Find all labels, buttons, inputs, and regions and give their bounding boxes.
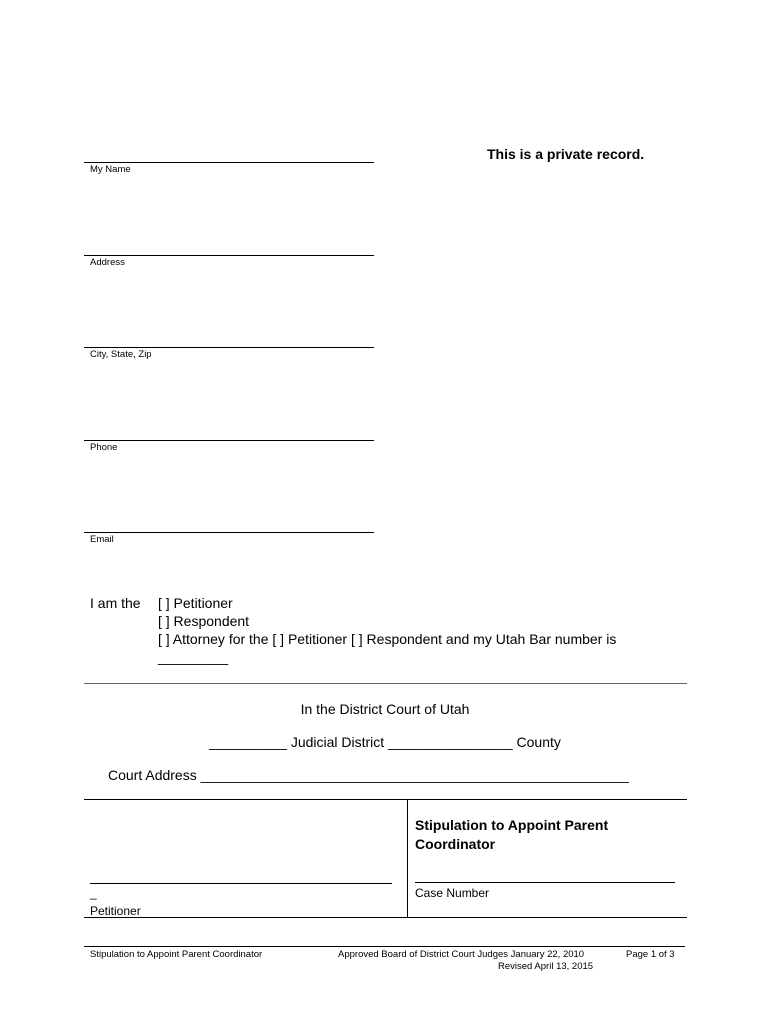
footer-form-title: Stipulation to Appoint Parent Coordinator bbox=[90, 949, 263, 960]
city-state-zip-label: City, State, Zip bbox=[90, 349, 152, 360]
case-number-label: Case Number bbox=[415, 886, 490, 900]
my-name-line[interactable] bbox=[84, 162, 374, 163]
document-title: Stipulation to Appoint Parent Coordinator bbox=[415, 817, 609, 852]
case-number-line[interactable] bbox=[415, 882, 675, 883]
petitioner-label: Petitioner bbox=[90, 904, 141, 918]
petitioner-name-line[interactable] bbox=[90, 883, 392, 884]
footer-page-number: Page 1 of 3 bbox=[626, 949, 675, 960]
city-state-zip-line[interactable] bbox=[84, 347, 374, 348]
email-label: Email bbox=[90, 534, 114, 545]
bar-number-blank[interactable]: _________ bbox=[158, 649, 229, 665]
judicial-district-line[interactable]: __________ Judicial District ________________ County bbox=[209, 734, 561, 750]
section-divider bbox=[84, 683, 687, 684]
role-respondent-checkbox[interactable]: [ ] Respondent bbox=[158, 613, 250, 629]
role-petitioner-checkbox[interactable]: [ ] Petitioner bbox=[158, 595, 233, 611]
court-address-line[interactable]: Court Address _______________________________________________________ bbox=[108, 767, 629, 783]
i-am-the-label: I am the bbox=[90, 595, 141, 611]
footer-rule bbox=[84, 946, 685, 947]
address-label: Address bbox=[90, 257, 125, 268]
caption-vertical-divider bbox=[407, 799, 408, 917]
caption-bottom-border bbox=[84, 917, 687, 918]
phone-line[interactable] bbox=[84, 440, 374, 441]
phone-label: Phone bbox=[90, 442, 118, 453]
caption-top-border bbox=[84, 799, 687, 800]
my-name-label: My Name bbox=[90, 164, 131, 175]
role-attorney-checkbox[interactable]: [ ] Attorney for the [ ] Petitioner [ ] Respondent and my Utah Bar number is bbox=[158, 631, 617, 647]
private-record-notice: This is a private record. bbox=[487, 146, 645, 162]
petitioner-underscore: _ bbox=[90, 886, 97, 900]
address-line[interactable] bbox=[84, 255, 374, 256]
court-title: In the District Court of Utah bbox=[300, 701, 470, 717]
footer-approved: Approved Board of District Court Judges January 22, 2010 bbox=[338, 949, 585, 960]
footer-revised: Revised April 13, 2015 bbox=[498, 961, 594, 972]
email-line[interactable] bbox=[84, 532, 374, 533]
